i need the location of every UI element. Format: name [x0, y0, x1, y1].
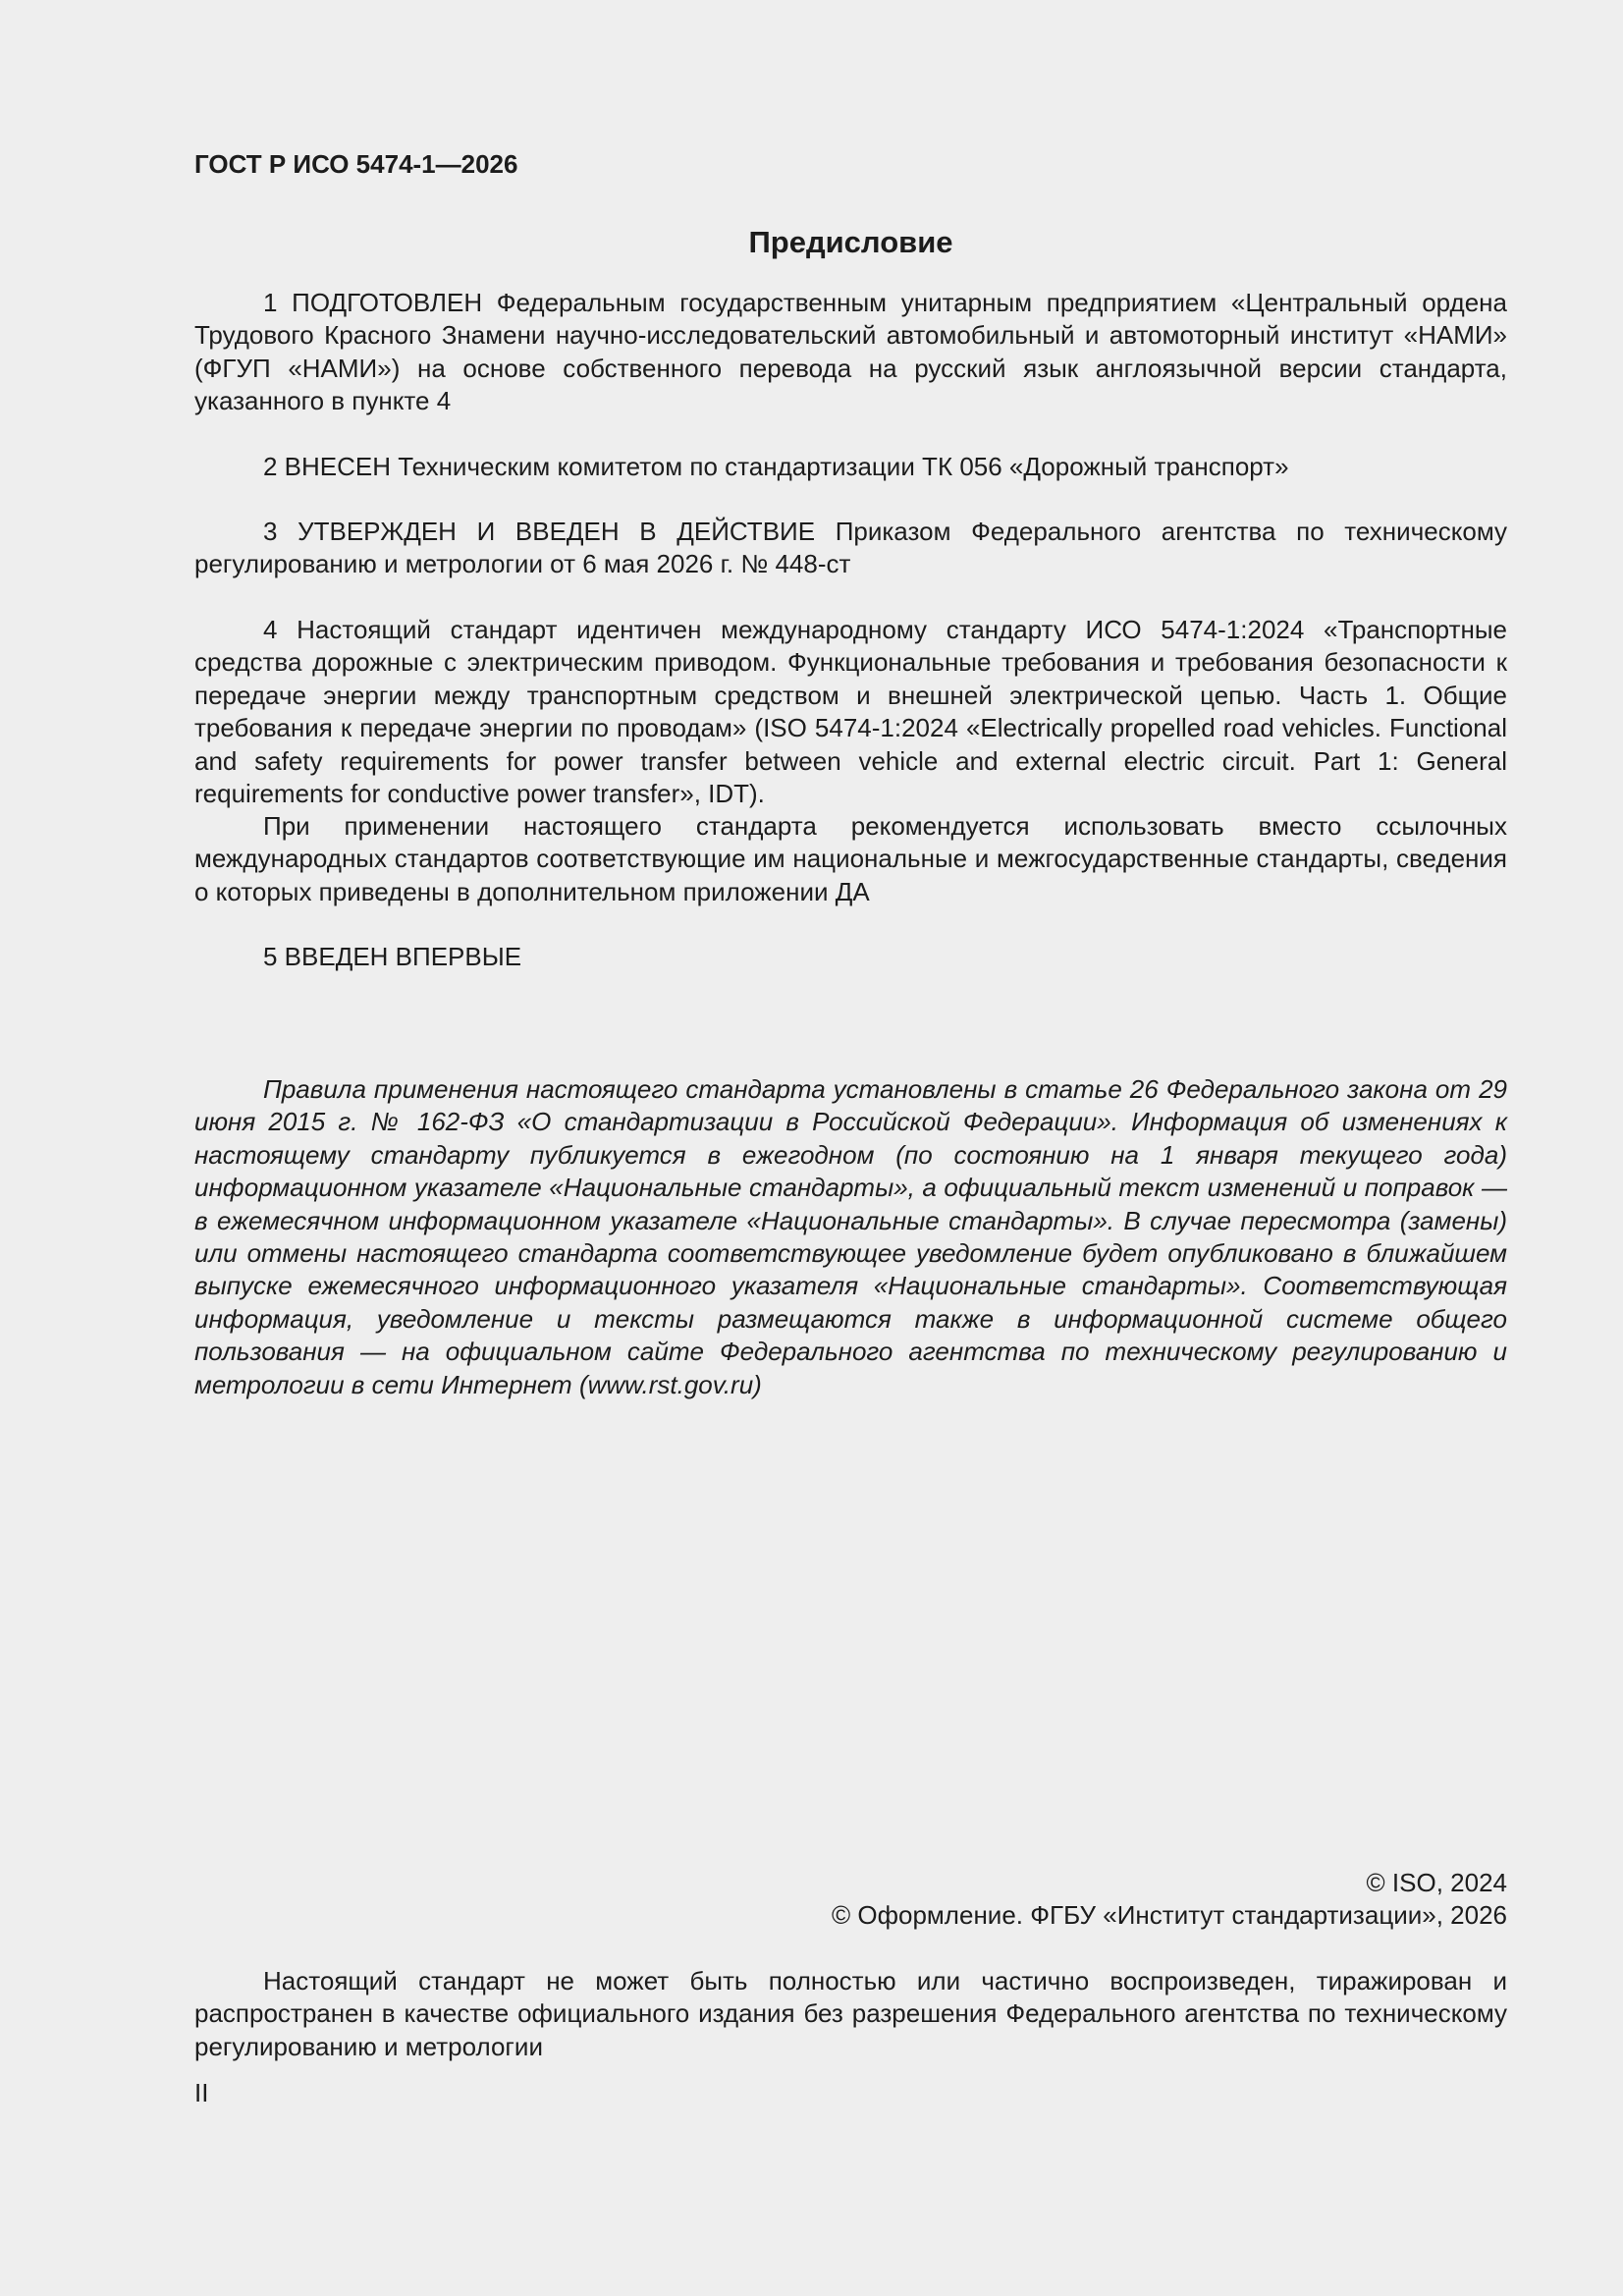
- section-title: Предисловие: [748, 225, 953, 259]
- foreword-item-4: 4 Настоящий стандарт идентичен международному стандарту ИСО 5474-1:2024 «Транспортные средства дорожные с электрическим приводом. Функциональные требования и требования безопасности к передаче энергии между транспортным средством и внешней электрической цепью. Часть 1. Общие требования к передаче энергии по проводам» (ISO 5474-1:2024 «Electrically propelled road vehicles. Functional and safety requirements for power transfer between vehicle and external electric circuit. Part 1: General requirements for conductive power transfer», IDT).: [194, 615, 1507, 809]
- page-number: II: [194, 2078, 209, 2107]
- foreword-item-4-note: При применении настоящего стандарта рекомендуется использовать вместо ссылочных международных стандартов соответствующие им национальные и межгосударственные стандарты, сведения о которых приведены в дополнительном приложении ДА: [194, 811, 1507, 906]
- foreword-item-2: 2 ВНЕСЕН Техническим комитетом по стандартизации ТК 056 «Дорожный транспорт»: [263, 452, 1289, 481]
- reproduction-notice: Настоящий стандарт не может быть полностью или частично воспроизведен, тиражирован и распространен в качестве официального издания без разрешения Федерального агентства по техническому регулированию и метрологии: [194, 1966, 1507, 2061]
- copyright-iso: © ISO, 2024: [1366, 1868, 1507, 1897]
- foreword-item-5: 5 ВВЕДЕН ВПЕРВЫЕ: [263, 942, 522, 971]
- foreword-item-1: 1 ПОДГОТОВЛЕН Федеральным государственным унитарным предприятием «Центральный ордена Трудового Красного Знамени научно-исследовательский автомобильный и автомоторный институт «НАМИ» (ФГУП «НАМИ») на основе собственного перевода на русский язык англоязычной версии стандарта, указанного в пункте 4: [194, 288, 1507, 416]
- foreword-item-3: 3 УТВЕРЖДЕН И ВВЕДЕН В ДЕЙСТВИЕ Приказом Федерального агентства по техническому регулированию и метрологии от 6 мая 2026 г. № 448-ст: [194, 517, 1507, 579]
- copyright-design: © Оформление. ФГБУ «Институт стандартизации», 2026: [832, 1900, 1507, 1930]
- standard-code: ГОСТ Р ИСО 5474-1—2026: [194, 149, 518, 179]
- application-rules-notice: Правила применения настоящего стандарта установлены в статье 26 Федерального закона от 29 июня 2015 г. № 162-ФЗ «О стандартизации в Российской Федерации». Информация об изменениях к настоящему стандарту публикуется в ежегодном (по состоянию на 1 января текущего года) информационном указателе «Национальные стандарты», а официальный текст изменений и поправок — в ежемесячном информационном указателе «Национальные стандарты». В случае пересмотра (замены) или отмены настоящего стандарта соответствующее уведомление будет опубликовано в ближайшем выпуске ежемесячного информационного указателя «Национальные стандарты». Соответствующая информация, уведомление и тексты размещаются также в информационной системе общего пользования — на официальном сайте Федерального агентства по техническому регулированию и метрологии в сети Интернет (www.rst.gov.ru): [194, 1074, 1507, 1399]
